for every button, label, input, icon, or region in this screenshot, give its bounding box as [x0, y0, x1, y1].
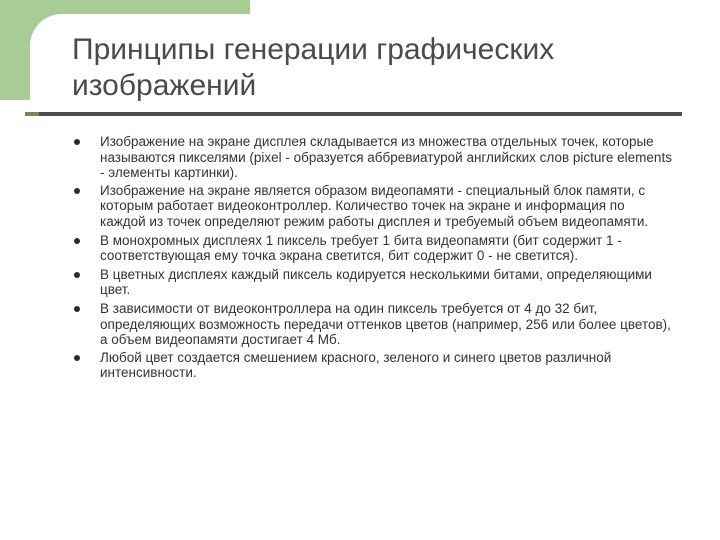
bullet-item: [74, 183, 674, 230]
bullet-dot-icon: [74, 272, 80, 278]
bullet-item: [74, 301, 674, 348]
bullet-list: [74, 134, 674, 381]
bullet-item: [74, 350, 674, 381]
bullet-dot-icon: [74, 355, 80, 361]
bullet-text: Любой цвет создается смешением красного, зеленого и синего цветов различной интенсивности.: [100, 349, 612, 381]
bullet-dot-icon: [74, 139, 80, 145]
bullet-dot-icon: [74, 188, 80, 194]
bullet-text: Изображение на экране является образом видеопамяти - специальный блок памяти, с которым работает видеоконтроллер. Количество точек на экране и информация по каждой из точек определяют режим работы дисплея и требуемый объем видеопамяти.: [100, 182, 649, 229]
bullet-item: [74, 267, 674, 298]
bullet-text: Изображение на экране дисплея складывается из множества отдельных точек, которые называются пикселями (pixel - образуется аббревиатурой английских слов picture elements - элементы картинки).: [100, 134, 672, 181]
slide-title: Принципы генерации графических изображений: [72, 33, 555, 102]
bullet-dot-icon: [74, 238, 80, 244]
bullet-dot-icon: [74, 306, 80, 312]
bullet-item: [74, 233, 674, 264]
bullet-item: [74, 134, 674, 181]
bullet-text: В цветных дисплеях каждый пиксель кодируется несколькими битами, определяющими цвет.: [100, 266, 652, 298]
bullet-text: В зависимости от видеоконтроллера на один пиксель требуется от 4 до 32 бит, определяющих возможность передачи оттенков цветов (например, 256 или более цветов), а объем видеопамяти достигает 4 Мб.: [100, 300, 671, 348]
bullet-text: В монохромных дисплеях 1 пиксель требует 1 бита видеопамяти (бит содержит 1 - соответствующая ему точка экрана светится, бит содержит 0 - не светится).: [100, 232, 622, 264]
title-underline: [25, 112, 682, 116]
